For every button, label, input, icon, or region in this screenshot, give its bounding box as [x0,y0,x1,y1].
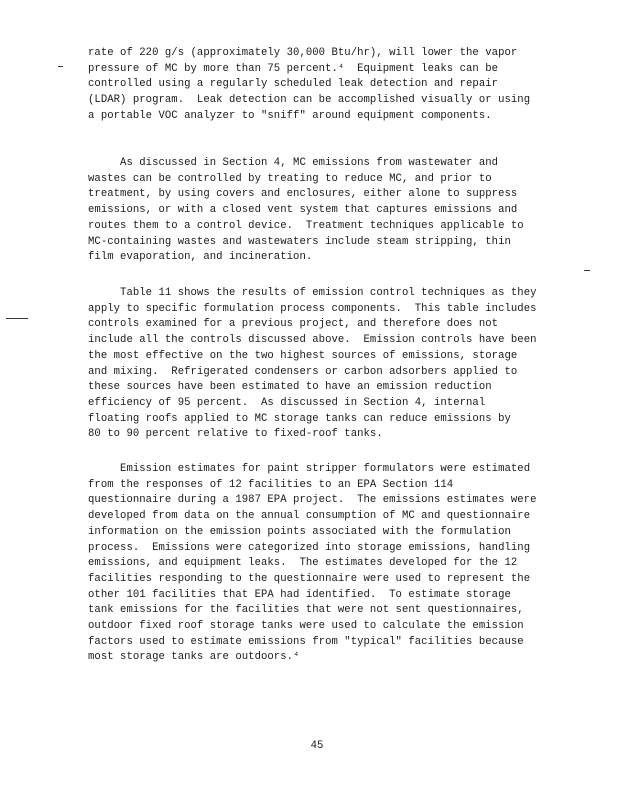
text-line: efficiency of 95 percent. As discussed in Section 4, internal [88,396,486,409]
text-line: include all the controls discussed above. Emission controls have been [88,334,537,347]
text-line: As discussed in Section 4, MC emissions from wastewater and [88,157,499,169]
text-line: MC-containing wastes and wastewaters include steam stripping, thin [88,235,511,248]
text-line: information on the emission points associated with the formulation [88,525,511,538]
text-line: the most effective on the two highest sources of emissions, storage [88,349,518,362]
text-line: 80 to 90 percent relative to fixed-roof tanks. [88,428,383,441]
scan-mark-left-margin [6,318,28,319]
text-line: developed from data on the annual consumption of MC and questionnaire [88,510,531,523]
text-line: pressure of MC by more than 75 percent.⁴ Equipment leaks can be [88,62,499,75]
text-line: routes them to a control device. Treatment techniques applicable to [88,219,524,232]
text-line: rate of 220 g/s (approximately 30,000 Btu/hr), will lower the vapor [88,47,518,59]
text-line: Table 11 shows the results of emission control techniques as they [88,287,537,299]
paragraph-1 [88,46,558,125]
text-line: Emission estimates for paint stripper formulators were estimated [88,463,531,475]
text-line: facilities responding to the questionnaire were used to represent the [88,572,531,585]
paragraph-3 [88,286,558,443]
text-line: emissions, or with a closed vent system that captures emissions and [88,204,518,217]
page-number: 45 [310,740,324,752]
text-line: wastes can be controlled by treating to reduce MC, and prior to [88,172,492,185]
text-line: film evaporation, and incineration. [88,251,313,264]
paragraph-2 [88,156,558,266]
text-line: process. Emissions were categorized into storage emissions, handling [88,541,531,554]
text-line: treatment, by using covers and enclosures, either alone to suppress [88,188,518,201]
text-line: and mixing. Refrigerated condensers or carbon adsorbers applied to [88,365,518,378]
text-line: these sources have been estimated to have an emission reduction [88,381,492,394]
scan-mark-right-margin [584,270,590,271]
text-line: factors used to estimate emissions from "typical" facilities because [88,635,524,648]
text-line: a portable VOC analyzer to "sniff" around equipment components. [88,109,492,122]
text-line: outdoor fixed roof storage tanks were used to calculate the emission [88,620,524,633]
text-line: other 101 facilities that EPA had identified. To estimate storage [88,588,511,601]
text-line: apply to specific formulation process components. This table includes [88,302,537,315]
text-line: from the responses of 12 facilities to an EPA Section 114 [88,478,454,491]
text-line: (LDAR) program. Leak detection can be accomplished visually or using [88,94,531,107]
text-line: tank emissions for the facilities that were not sent questionnaires, [88,604,524,617]
text-line: emissions, and equipment leaks. The estimates developed for the 12 [88,557,518,570]
scan-mark-top-left [58,66,63,67]
paragraph-4 [88,462,558,666]
text-line: controlled using a regularly scheduled leak detection and repair [88,78,499,91]
text-line: most storage tanks are outdoors.⁴ [88,651,300,664]
text-line: floating roofs applied to MC storage tanks can reduce emissions by [88,412,511,425]
text-line: controls examined for a previous project, and therefore does not [88,318,499,331]
text-line: questionnaire during a 1987 EPA project. The emissions estimates were [88,494,537,507]
